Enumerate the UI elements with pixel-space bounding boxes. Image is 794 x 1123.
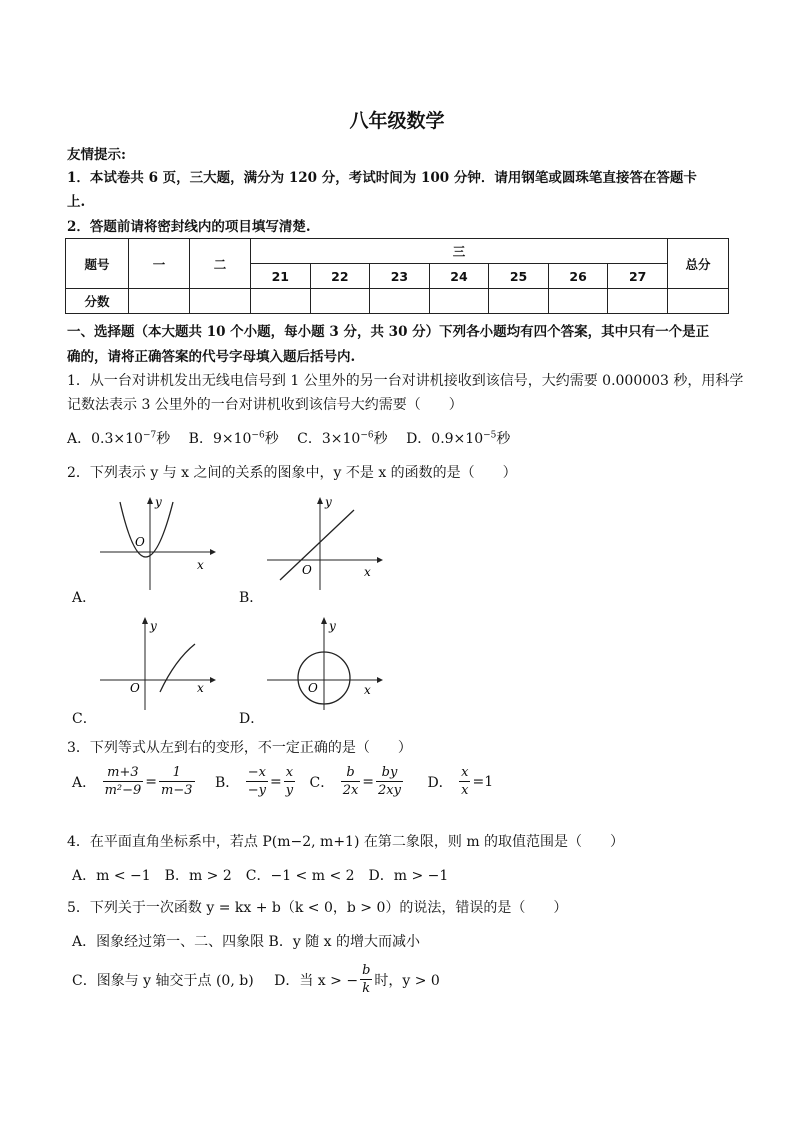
score-cell[interactable] <box>548 289 608 314</box>
col-section-one: 一 <box>129 239 190 289</box>
score-cell[interactable] <box>129 289 190 314</box>
q5-option-c[interactable]: C．图象与 y 轴交于点 (0, b) <box>72 972 254 989</box>
q1-options <box>67 428 510 448</box>
q4-stem: 4．在平面直角坐标系中，若点 P(m−2, m+1) 在第二象限，则 m 的取值范围是（ ） <box>67 834 625 850</box>
origin-label: O <box>308 681 318 695</box>
col-q23: 23 <box>370 264 430 289</box>
q1-option-d[interactable]: D．$0.9\times 10^{-5}$秒 <box>406 430 511 447</box>
q3-option-a[interactable]: A． $\frac{m+3}{\text{m²−9}}$ = $\frac{1}{m-3}$ <box>72 765 193 798</box>
col-q24: 24 <box>429 264 489 289</box>
q2-option-a[interactable]: A． <box>72 590 97 606</box>
q1-stem-line2: 记数法表示 3 公里外的一台对讲机收到该信号大约需要（ ） <box>67 397 463 413</box>
tips-item-1: 1．本试卷共 6 页，三大题，满分为 120 分，考试时间为 100 分钟．请用钢笔或圆珠笔直接答在答题卡 <box>67 170 697 186</box>
col-q21: 21 <box>251 264 311 289</box>
origin-label: O <box>135 535 145 549</box>
q5-options-ab[interactable]: A．图象经过第一、二、四象限 B．y 随 x 的增大而减小 <box>72 934 421 950</box>
q3-option-d[interactable]: D． $\frac{x}{x}$ =1 <box>427 765 494 798</box>
section1-line1: 一、选择题（本大题共 10 个小题，每小题 3 分，共 30 分）下列各小题均有四个答案，其中只有一个是正 <box>67 324 710 340</box>
col-section-two: 二 <box>190 239 251 289</box>
col-section-three: 三 <box>251 239 668 264</box>
score-table <box>65 238 729 314</box>
origin-label: O <box>130 681 140 695</box>
q2-stem: 2．下列表示 y 与 x 之间的关系的图象中，y 不是 x 的函数的是（ ） <box>67 465 517 481</box>
q5-options-cd <box>72 962 440 997</box>
q2-option-c[interactable]: C． <box>72 711 97 727</box>
q3-option-b[interactable]: B． $\frac{-x}{-y}$ = $\frac{x}{y}$ <box>214 765 294 798</box>
q4-options[interactable]: A．m < −1 B．m > 2 C．−1 < m < 2 D．m > −1 <box>72 868 449 884</box>
score-cell[interactable] <box>190 289 251 314</box>
axis-y-label: y <box>329 619 336 633</box>
col-q25: 25 <box>489 264 549 289</box>
q2-graph-a <box>95 492 225 592</box>
q1-option-b[interactable]: B．$9\times 10^{-6}$秒 <box>188 430 279 447</box>
col-q26: 26 <box>548 264 608 289</box>
origin-label: O <box>302 563 312 577</box>
score-cell[interactable] <box>489 289 549 314</box>
score-cell[interactable] <box>429 289 489 314</box>
col-total: 总分 <box>668 239 729 289</box>
axis-x-label: x <box>364 565 371 579</box>
score-cell[interactable] <box>608 289 668 314</box>
col-q22: 22 <box>310 264 370 289</box>
score-cell[interactable] <box>668 289 729 314</box>
q1-option-c[interactable]: C．$3\times 10^{-6}$秒 <box>297 430 388 447</box>
q1-option-a[interactable]: A．$0.3\times 10^{-7}$秒 <box>67 430 171 447</box>
axis-x-label: x <box>197 558 204 572</box>
q2-graph-d <box>262 612 392 712</box>
q2-graph-b <box>262 492 392 592</box>
axis-x-label: x <box>197 681 204 695</box>
axis-y-label: y <box>325 495 332 509</box>
page-title: 八年级数学 <box>349 110 445 132</box>
q3-stem: 3．下列等式从左到右的变形，不一定正确的是（ ） <box>67 740 412 756</box>
row-label-number: 题号 <box>66 239 129 289</box>
score-cell[interactable] <box>370 289 430 314</box>
row-label-score: 分数 <box>66 289 129 314</box>
q5-option-d[interactable]: D．当 x > − $\frac{b}{k}$ 时，y > 0 <box>274 963 440 996</box>
axis-x-label: x <box>364 683 371 697</box>
tips-item-1-cont: 上. <box>67 194 86 210</box>
col-q27: 27 <box>608 264 668 289</box>
axis-y-label: y <box>155 495 162 509</box>
q3-option-c[interactable]: C． $\frac{b}{2x}$ = $\frac{by}{2xy}$ <box>309 765 401 798</box>
q3-options <box>72 764 493 799</box>
q1-stem-line1: 1．从一台对讲机发出无线电信号到 1 公里外的另一台对讲机接收到该信号，大约需要 0.000003 秒，用科学 <box>67 373 744 389</box>
q2-option-b[interactable]: B． <box>239 590 264 606</box>
q2-option-d[interactable]: D． <box>239 711 265 727</box>
tips-item-2: 2．答题前请将密封线内的项目填写清楚. <box>67 219 311 235</box>
score-cell[interactable] <box>251 289 311 314</box>
q5-stem: 5．下列关于一次函数 y = kx + b（k < 0，b > 0）的说法，错误的是（ ） <box>67 900 568 916</box>
score-cell[interactable] <box>310 289 370 314</box>
section1-line2: 确的，请将正确答案的代号字母填入题后括号内. <box>67 349 356 365</box>
tips-heading: 友情提示: <box>67 147 126 163</box>
q2-graph-c <box>95 612 225 712</box>
axis-y-label: y <box>150 619 157 633</box>
